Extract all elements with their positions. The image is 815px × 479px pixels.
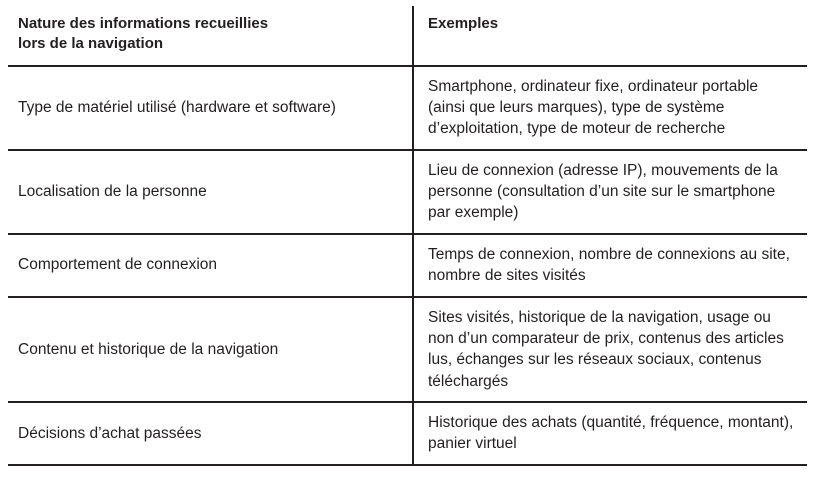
table-row bbox=[8, 150, 807, 234]
cell-exemple bbox=[413, 297, 807, 403]
nature-text: Localisation de la personne bbox=[18, 183, 207, 200]
table-header-row bbox=[8, 6, 807, 66]
cell-nature bbox=[8, 234, 413, 297]
cell-exemple bbox=[413, 66, 807, 150]
information-table bbox=[8, 6, 807, 466]
cell-nature bbox=[8, 66, 413, 150]
header-exemples-label: Exemples bbox=[428, 15, 499, 32]
exemple-text: Lieu de connexion (adresse IP), mouvements de la personne (consultation d’un site sur le smartphone par exemple) bbox=[428, 161, 778, 222]
cell-nature bbox=[8, 402, 413, 465]
exemple-text: Temps de connexion, nombre de connexions au site, nombre de sites visités bbox=[428, 245, 790, 285]
table-row bbox=[8, 234, 807, 297]
nature-text: Contenu et historique de la navigation bbox=[18, 340, 279, 358]
cell-exemple bbox=[413, 150, 807, 234]
exemple-text: Historique des achats (quantité, fréquence, montant), panier virtuel bbox=[428, 414, 794, 453]
exemple-text: Smartphone, ordinateur fixe, ordinateur portable (ainsi que leurs marques), type de système d’exploitation, type de moteur de recherche bbox=[428, 77, 759, 138]
header-cell-exemples bbox=[413, 6, 807, 66]
cell-exemple bbox=[413, 402, 807, 465]
header-nature-line-2: lors de la navigation bbox=[18, 35, 164, 53]
header-nature-line-1: Nature des informations recueillies bbox=[18, 15, 269, 32]
table-row bbox=[8, 297, 807, 403]
nature-text: Comportement de connexion bbox=[18, 256, 218, 274]
table-row bbox=[8, 66, 807, 150]
table-row bbox=[8, 402, 807, 465]
cell-nature bbox=[8, 150, 413, 234]
exemple-text: Sites visités, historique de la navigation, usage ou non d’un comparateur de prix, contenus des articles lus, échanges sur les réseaux sociaux, contenus téléchargés bbox=[428, 308, 784, 390]
header-cell-nature bbox=[8, 6, 413, 66]
nature-text: Décisions d’achat passées bbox=[18, 424, 202, 442]
cell-exemple bbox=[413, 234, 807, 297]
information-table-container bbox=[8, 6, 807, 466]
cell-nature bbox=[8, 297, 413, 403]
nature-text: Type de matériel utilisé (hardware et software) bbox=[18, 98, 336, 116]
